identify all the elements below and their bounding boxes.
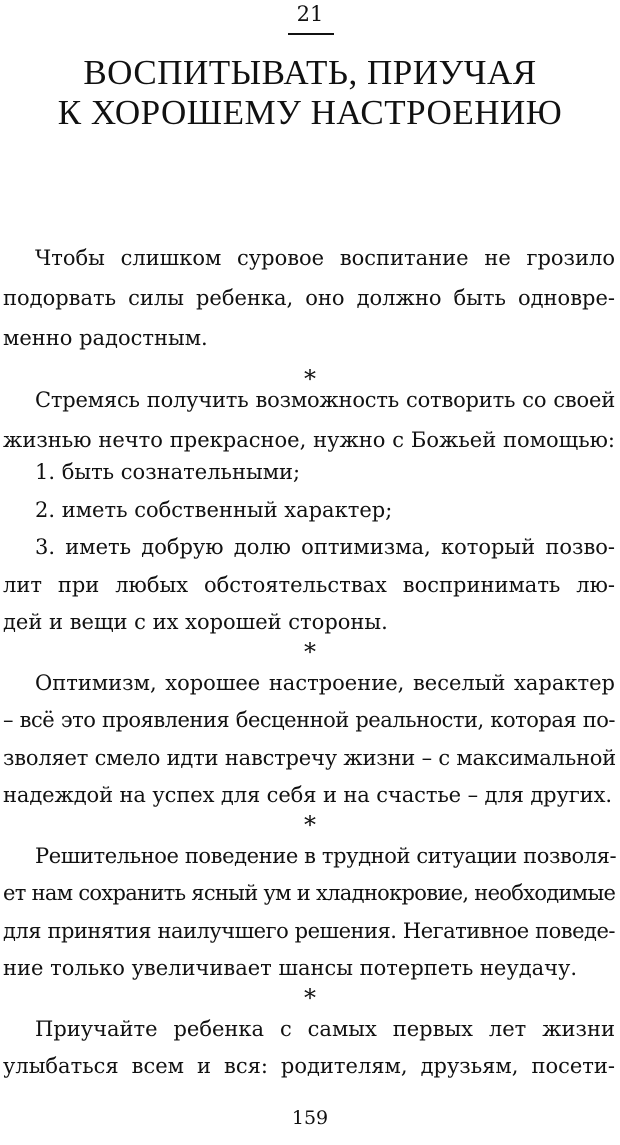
section-separator: * bbox=[304, 984, 316, 1012]
text-line: ет нам сохранить ясный ум и хладнокровие, необходимые bbox=[3, 881, 616, 905]
chapter-title bbox=[0, 53, 620, 133]
text-line: – всё это проявления бесценной реальности, которая по- bbox=[3, 708, 615, 732]
text-line: дей и вещи с их хорошей стороны. bbox=[3, 610, 388, 634]
text-line: улыбаться всем и вся: родителям, друзьям, посети- bbox=[3, 1054, 615, 1078]
text-line: для принятия наилучшего решения. Негативное поведе- bbox=[3, 919, 615, 943]
chapter-rule bbox=[288, 33, 334, 35]
text-line: подорвать силы ребенка, оно должно быть одновре- bbox=[3, 286, 615, 310]
list-item: 1. быть сознательными; bbox=[35, 460, 301, 484]
text-line: жизнью нечто прекрасное, нужно с Божьей помощью: bbox=[3, 428, 615, 452]
section-separator: * bbox=[304, 811, 316, 839]
list-item: 3. иметь добрую долю оптимизма, который позво- bbox=[35, 535, 615, 559]
chapter-number: 21 bbox=[296, 2, 324, 26]
text-line: Стремясь получить возможность сотворить со своей bbox=[35, 388, 615, 412]
text-line: Приучайте ребенка с самых первых лет жизни bbox=[35, 1017, 615, 1041]
text-line: Оптимизм, хорошее настроение, веселый характер bbox=[35, 671, 615, 695]
text-line: зволяет смело идти навстречу жизни – с максимальной bbox=[3, 746, 616, 770]
section-separator: * bbox=[304, 365, 316, 393]
text-line: Решительное поведение в трудной ситуации позволя- bbox=[35, 844, 617, 868]
page-number: 159 bbox=[291, 1107, 329, 1129]
text-line: надеждой на успех для себя и на счастье – для других. bbox=[3, 783, 612, 807]
title-line: К ХОРОШЕМУ НАСТРОЕНИЮ bbox=[57, 93, 563, 132]
list-item: 2. иметь собственный характер; bbox=[35, 498, 393, 522]
text-line: лит при любых обстоятельствах воспринимать лю- bbox=[3, 573, 615, 597]
section-separator: * bbox=[304, 638, 316, 666]
text-line: Чтобы слишком суровое воспитание не грозило bbox=[35, 246, 615, 270]
title-line: ВОСПИТЫВАТЬ, ПРИУЧАЯ bbox=[83, 53, 537, 92]
text-line: менно радостным. bbox=[3, 326, 208, 350]
text-line: ние только увеличивает шансы потерпеть неудачу. bbox=[3, 956, 578, 980]
